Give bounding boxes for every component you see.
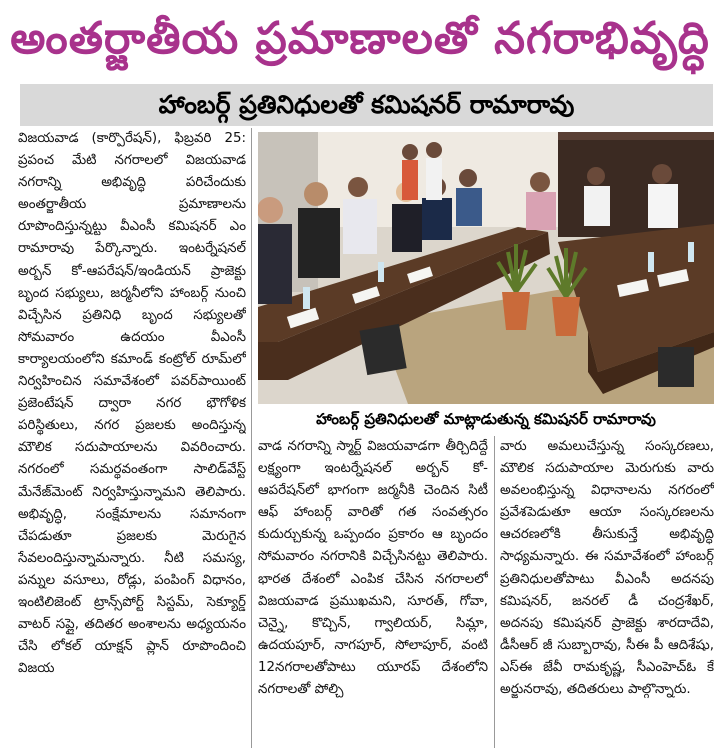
headline: అంతర్జాతీయ ప్రమాణాలతో నగరాభివృద్ధి: [10, 13, 710, 64]
article-column-3: వారు అమలుచేస్తున్న సంస్కరణలు, మౌలిక సదుపాయాల మెరుగుకు వారు అవలంభిస్తున్న విధానాలను నగరంలో ప్రవేశపెడుతూ ఆయా సంస్కరణలను ఆచరణలోకి తీసుకున్తే అభివృద్ధి సాధ్యమన్నారు. ఈ సమావేశంలో హాంబర్గ్ ప్రతినిధులతోపాటు వీఎంసీ అదనపు కమిషనర్, జనరల్ డీ చంద్రశేఖర్, అదనపు కమిషనర్ ప్రాజెక్టు శారదాదేవి, డీసీఆర్ జీ సుబ్బారావు, సీఈ పీ ఆదిశేషు, ఎస్‌ఈ జేవీ రామకృష్ణ, సీఎంహెచ్‌ఓ కే అర్జునరావు, తదితరులు పాల్గొన్నారు.: [500, 439, 714, 698]
column-rule: [251, 128, 252, 748]
meeting-photo-illustration: [258, 132, 714, 404]
column-rule: [494, 436, 495, 748]
photo-caption: హాంబర్గ్ ప్రతినిధులతో మాట్లాడుతున్న కమిషనర్ రామారావు: [316, 410, 656, 428]
article-column-2: వాడ నగరాన్ని స్మార్ట్ విజయవాడగా తీర్చిదిద్దే లక్ష్యంగా ఇంటర్నేషనల్ అర్బన్ కో-ఆపరేషన్‌లో భాగంగా జర్మనీకి చెందిన సిటీ ఆఫ్ హాంబర్గ్ వారితో గత సంవత్సరం కుదుర్చుకున్న ఒప్పందం ప్రకారం ఆ బృందం సోమవారం నగరానికి విచ్చేసినట్టు తెలిపారు. భారత దేశంలో ఎంపిక చేసిన నగరాలలో విజయవాడ ప్రముఖమని, సూరత్, గోవా, చెన్నై, కొచ్చిన్, గ్వాలియర్, సిమ్లా, ఉదయపూర్, నాగపూర్, సోలాపూర్, వంటి 12నగరాలతోపాటు యూరప్ దేశంలోని నగరాలతో పోల్చి: [258, 439, 488, 698]
subheadline: హాంబర్గ్ ప్రతినిధులతో కమిషనర్ రామారావు: [20, 84, 713, 126]
meeting-photo: [258, 132, 714, 404]
article-column-1: విజయవాడ (కార్పొరేషన్), ఫిబ్రవరి 25: ప్రపంచ మేటి నగరాలలో విజయవాడ నగరాన్ని అభివృద్ధి పరిచేందుకు అంతర్జాతీయ ప్రమాణాలను రూపొందిస్తున్నట్టు వీఎంసీ కమిషనర్ ఎం రామారావు పేర్కొన్నారు. ఇంటర్నేషనల్ అర్బన్ కో-ఆపరేషన్/ఇండియన్ ప్రాజెక్టు బృంద సభ్యులు, జర్మనీలోని హాంబర్గ్ నుంచి విచ్చేసిన ప్రతినిధి బృంద సభ్యులతో సోమవారం ఉదయం వీఎంసీ కార్యాలయంలోని కమాండ్ కంట్రోల్ రూమ్‌లో నిర్వహించిన సమావేశంలో పవర్‌పాయింట్ ప్రజెంటేషన్ ద్వారా నగర భౌగోళిక పరిస్థితులు, నగర ప్రజలకు అందిస్తున్న మౌలిక సదుపాయాలను వివరించారు. నగరంలో సమర్థవంతంగా సాలిడ్‌వేస్ట్ మేనేజ్‌మెంట్ నిర్వహిస్తున్నామని తెలిపారు. అభివృద్ధి, సంక్షేమాలను సమానంగా చేపడుతూ ప్రజలకు మెరుగైన సేవలందిస్తున్నామన్నారు. నీటి సమస్య, పన్నుల వసూలు, రోడ్లు, పంపింగ్ విధానం, ఇంటిలిజెంట్ ట్రాన్స్‌పోర్ట్ సిస్టమ్, సెక్యూర్డ్ వాటర్ సప్లై, తదితర అంశాలను అధ్యయనం చేసి లోకల్ యాక్షన్ ప్లాన్ రూపొందించి విజయ: [18, 131, 246, 677]
